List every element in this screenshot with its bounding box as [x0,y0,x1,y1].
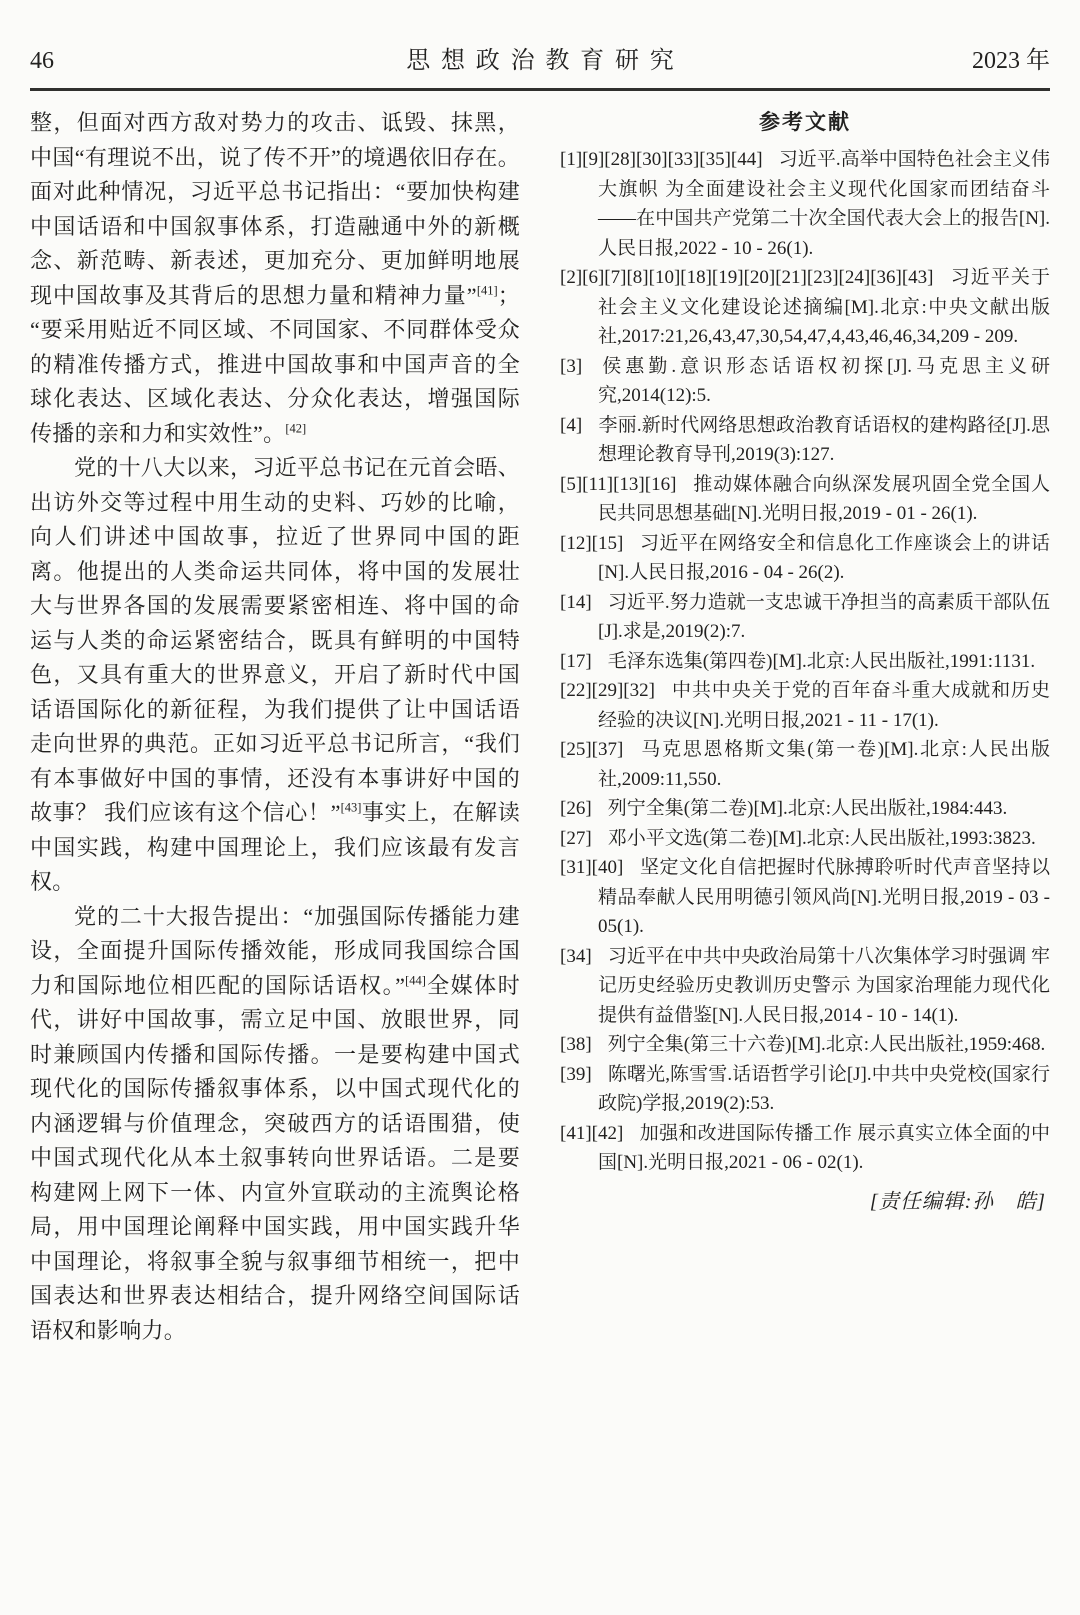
reference-item [560,263,1050,352]
header-year: 2023 年 [972,48,1050,74]
reference-text: 李丽.新时代网络思想政治教育话语权的建构路径[J].思想理论教育导刊,2019(3):127. [598,414,1050,465]
reference-text: 习近平.高举中国特色社会主义伟大旗帜 为全面建设社会主义现代化国家而团结奋斗——在中国共产党第二十次全国代表大会上的报告[N].人民日报,2022 - 10 - 26(1). [598,149,1050,259]
reference-text: 毛泽东选集(第四卷)[M].北京:人民出版社,1991:1131. [607,650,1036,672]
reference-text: 中共中央关于党的百年奋斗重大成就和历史经验的决议[N].光明日报,2021 - 11 - 17(1). [598,680,1050,731]
body-text-column [30,106,520,1348]
reference-item [560,647,1050,677]
body-paragraph: 党的二十大报告提出：“加强国际传播能力建设，全面提升国际传播效能，形成同我国综合国力和国际地位相匹配的国际话语权。”[44]全媒体时代，讲好中国故事，需立足中国、放眼世界，同时兼顾国内传播和国际传播。一是要构建中国式现代化的国际传播叙事体系，以中国式现代化的内涵逻辑与价值理念，突破西方的话语围猎，使中国式现代化从本土叙事转向世界话语。二是要构建网上网下一体、内宣外宣联动的主流舆论格局，用中国理论阐释中国实践，用中国实践升华中国理论，将叙事全貌与叙事细节相统一，把中国表达和世界表达相结合，提升网络空间国际话语权和影响力。 [30,903,520,1343]
reference-numbers: [5][11][13][16] [560,473,677,495]
reference-item [560,1060,1050,1119]
reference-item [560,470,1050,529]
reference-item [560,735,1050,794]
reference-item [560,529,1050,588]
citation-superscript: [43] [340,800,362,815]
reference-numbers: [38] [560,1034,592,1055]
reference-item [560,676,1050,735]
header-rule [30,88,1050,91]
citation-superscript: [41] [476,283,498,298]
reference-item [560,411,1050,470]
reference-numbers: [1][9][28][30][33][35][44] [560,149,763,170]
reference-text: 加强和改进国际传播工作 展示真实立体全面的中国[N].光明日报,2021 - 06 - 02(1). [598,1122,1050,1173]
reference-item [560,942,1050,1031]
reference-numbers: [17] [560,650,592,672]
reference-numbers: [3] [560,355,583,377]
reference-numbers: [39] [560,1063,592,1085]
citation-superscript: [44] [405,973,426,988]
reference-item [560,352,1050,411]
journal-title: 思想政治教育研究 [406,48,685,74]
reference-numbers: [14] [560,591,592,613]
reference-text: 习近平.努力造就一支忠诚干净担当的高素质干部队伍[J].求是,2019(2):7. [598,591,1050,642]
citation-superscript: [42] [285,421,307,436]
reference-numbers: [25][37] [560,739,624,760]
reference-item [560,1030,1050,1060]
references-heading: 参考文献 [759,111,851,134]
reference-numbers: [2][6][7][8][10][18][19][20][21][23][24][36][43] [560,267,934,288]
reference-text: 陈曙光,陈雪雪.话语哲学引论[J].中共中央党校(国家行政院)学报,2019(2):53. [598,1063,1050,1114]
reference-text: 习近平在中共中央政治局第十八次集体学习时强调 牢记历史经验历史教训历史警示 为国家治理能力现代化提供有益借鉴[N].人民日报,2014 - 10 - 14(1). [598,945,1050,1026]
page-header [30,40,1050,75]
reference-text: 习近平在网络安全和信息化工作座谈会上的讲话[N].人民日报,2016 - 04 - 26(2). [598,532,1050,583]
reference-item [560,588,1050,647]
references-list [560,145,1050,1178]
reference-numbers: [34] [560,945,592,967]
reference-text: 马克思恩格斯文集(第一卷)[M].北京:人民出版社,2009:11,550. [598,739,1050,790]
reference-numbers: [41][42] [560,1122,624,1144]
page-number: 46 [30,48,54,74]
reference-text: 推动媒体融合向纵深发展巩固全党全国人民共同思想基础[N].光明日报,2019 - 01 - 26(1). [598,473,1050,524]
reference-numbers: [4] [560,414,583,436]
editor-note: [责任编辑:孙 皓] [869,1190,1046,1213]
reference-numbers: [26] [560,798,592,819]
reference-text: 列宁全集(第二卷)[M].北京:人民出版社,1984:443. [607,798,1008,819]
reference-item [560,794,1050,824]
reference-text: 侯惠勤.意识形态话语权初探[J].马克思主义研究,2014(12):5. [598,355,1050,406]
references-column [560,106,1050,1348]
content-columns [30,106,1050,1348]
reference-item [560,853,1050,942]
reference-item [560,824,1050,854]
reference-item [560,1119,1050,1178]
reference-item [560,145,1050,263]
reference-numbers: [22][29][32] [560,680,655,701]
reference-text: 坚定文化自信把握时代脉搏聆听时代声音坚持以精品奉献人民用明德引领风尚[N].光明日报,2019 - 03 - 05(1). [598,857,1050,937]
body-paragraph: 党的十八大以来，习近平总书记在元首会晤、出访外交等过程中用生动的史料、巧妙的比喻，向人们讲述中国故事，拉近了世界同中国的距离。他提出的人类命运共同体，将中国的发展壮大与世界各国的发展需要紧密相连、将中国的命运与人类的命运紧密结合，既具有鲜明的中国特色，又具有重大的世界意义，开启了新时代中国话语国际化的新征程，为我们提供了让中国话语走向世界的典范。正如习近平总书记所言，“我们有本事做好中国的事情，还没有本事讲好中国的故事？ 我们应该有这个信心！”[43]事实上，在解读中国实践，构建中国理论上，我们应该最有发言权。 [30,455,521,894]
reference-numbers: [27] [560,827,592,849]
reference-text: 邓小平文选(第二卷)[M].北京:人民出版社,1993:3823. [607,827,1036,849]
reference-text: 习近平关于社会主义文化建设论述摘编[M].北京:中央文献出版社,2017:21,26,43,47,30,54,47,4,43,46,46,34,209 - 209. [598,267,1050,347]
body-paragraph: 整，但面对西方敌对势力的攻击、诋毁、抹黑，中国“有理说不出，说了传不开”的境遇依旧存在。面对此种情况，习近平总书记指出：“要加快构建中国话语和中国叙事体系，打造融通中外的新概念、新范畴、新表述，更加充分、更加鲜明地展现中国故事及其背后的思想力量和精神力量”[41]；“要采用贴近不同区域、不同国家、不同群体受众的精准传播方式，推进中国故事和中国声音的全球化表达、区域化表达、分众化表达，增强国际传播的亲和力和实效性”。[42] [30,110,520,446]
reference-numbers: [31][40] [560,857,624,878]
reference-text: 列宁全集(第三十六卷)[M].北京:人民出版社,1959:468. [607,1034,1046,1055]
reference-numbers: [12][15] [560,532,624,554]
